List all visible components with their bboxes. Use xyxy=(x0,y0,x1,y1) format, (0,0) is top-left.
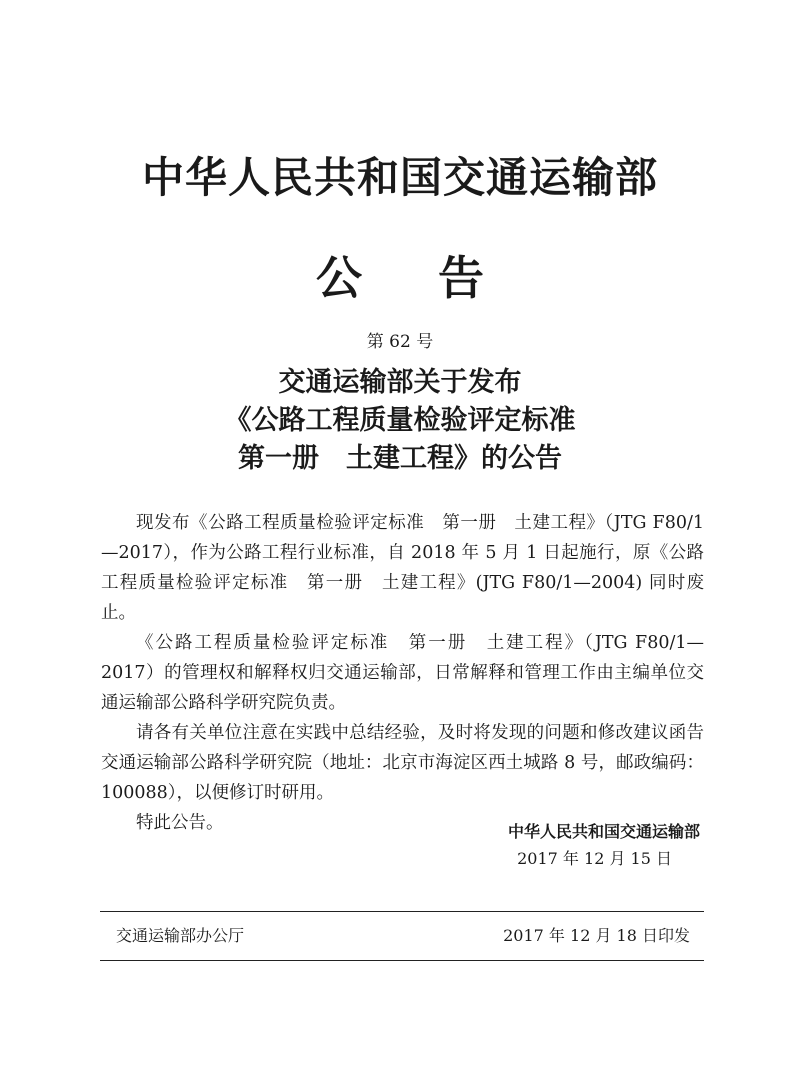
title-line-2: 《公路工程质量检验评定标准 xyxy=(224,405,576,436)
issuing-organization-header: 中华人民共和国交通运输部 xyxy=(141,153,658,202)
title-line-3: 第一册 土建工程》的公告 xyxy=(238,443,562,474)
footer-issuing-office: 交通运输部办公厅 xyxy=(116,926,245,945)
footer-bottom-rule xyxy=(100,960,704,961)
footer-top-rule xyxy=(100,911,704,912)
title-line-1: 交通运输部关于发布 xyxy=(278,367,522,398)
footer-print-date: 2017 年 12 月 18 日印发 xyxy=(503,926,690,945)
signature-date: 2017 年 12 月 15 日 xyxy=(517,849,672,868)
notice-heading: 公告 xyxy=(316,251,560,305)
body-paragraph-3: 请各有关单位注意在实践中总结经验，及时将发现的问题和修改建议函告交通运输部公路科学研究院（地址：北京市海淀区西土城路 8 号，邮政编码：100088），以便修订时研用。 xyxy=(101,723,704,803)
body-paragraph-2: 《公路工程质量检验评定标准 第一册 土建工程》（JTG F80/1—2017）的管理权和解释权归交通运输部，日常解释和管理工作由主编单位交通运输部公路科学研究院负责。 xyxy=(101,633,704,713)
notice-body xyxy=(101,508,704,838)
body-paragraph-1: 现发布《公路工程质量检验评定标准 第一册 土建工程》（JTG F80/1—2017），作为公路工程行业标准，自 2018 年 5 月 1 日起施行，原《公路工程质量检验评定标准 第一册 土建工程》(JTG F80/1—2004) 同时废止。 xyxy=(101,513,704,623)
body-paragraph-4: 特此公告。 xyxy=(136,813,224,833)
signature-organization: 中华人民共和国交通运输部 xyxy=(507,822,700,841)
document-number: 第 62 号 xyxy=(366,332,434,352)
notice-title xyxy=(0,364,800,478)
